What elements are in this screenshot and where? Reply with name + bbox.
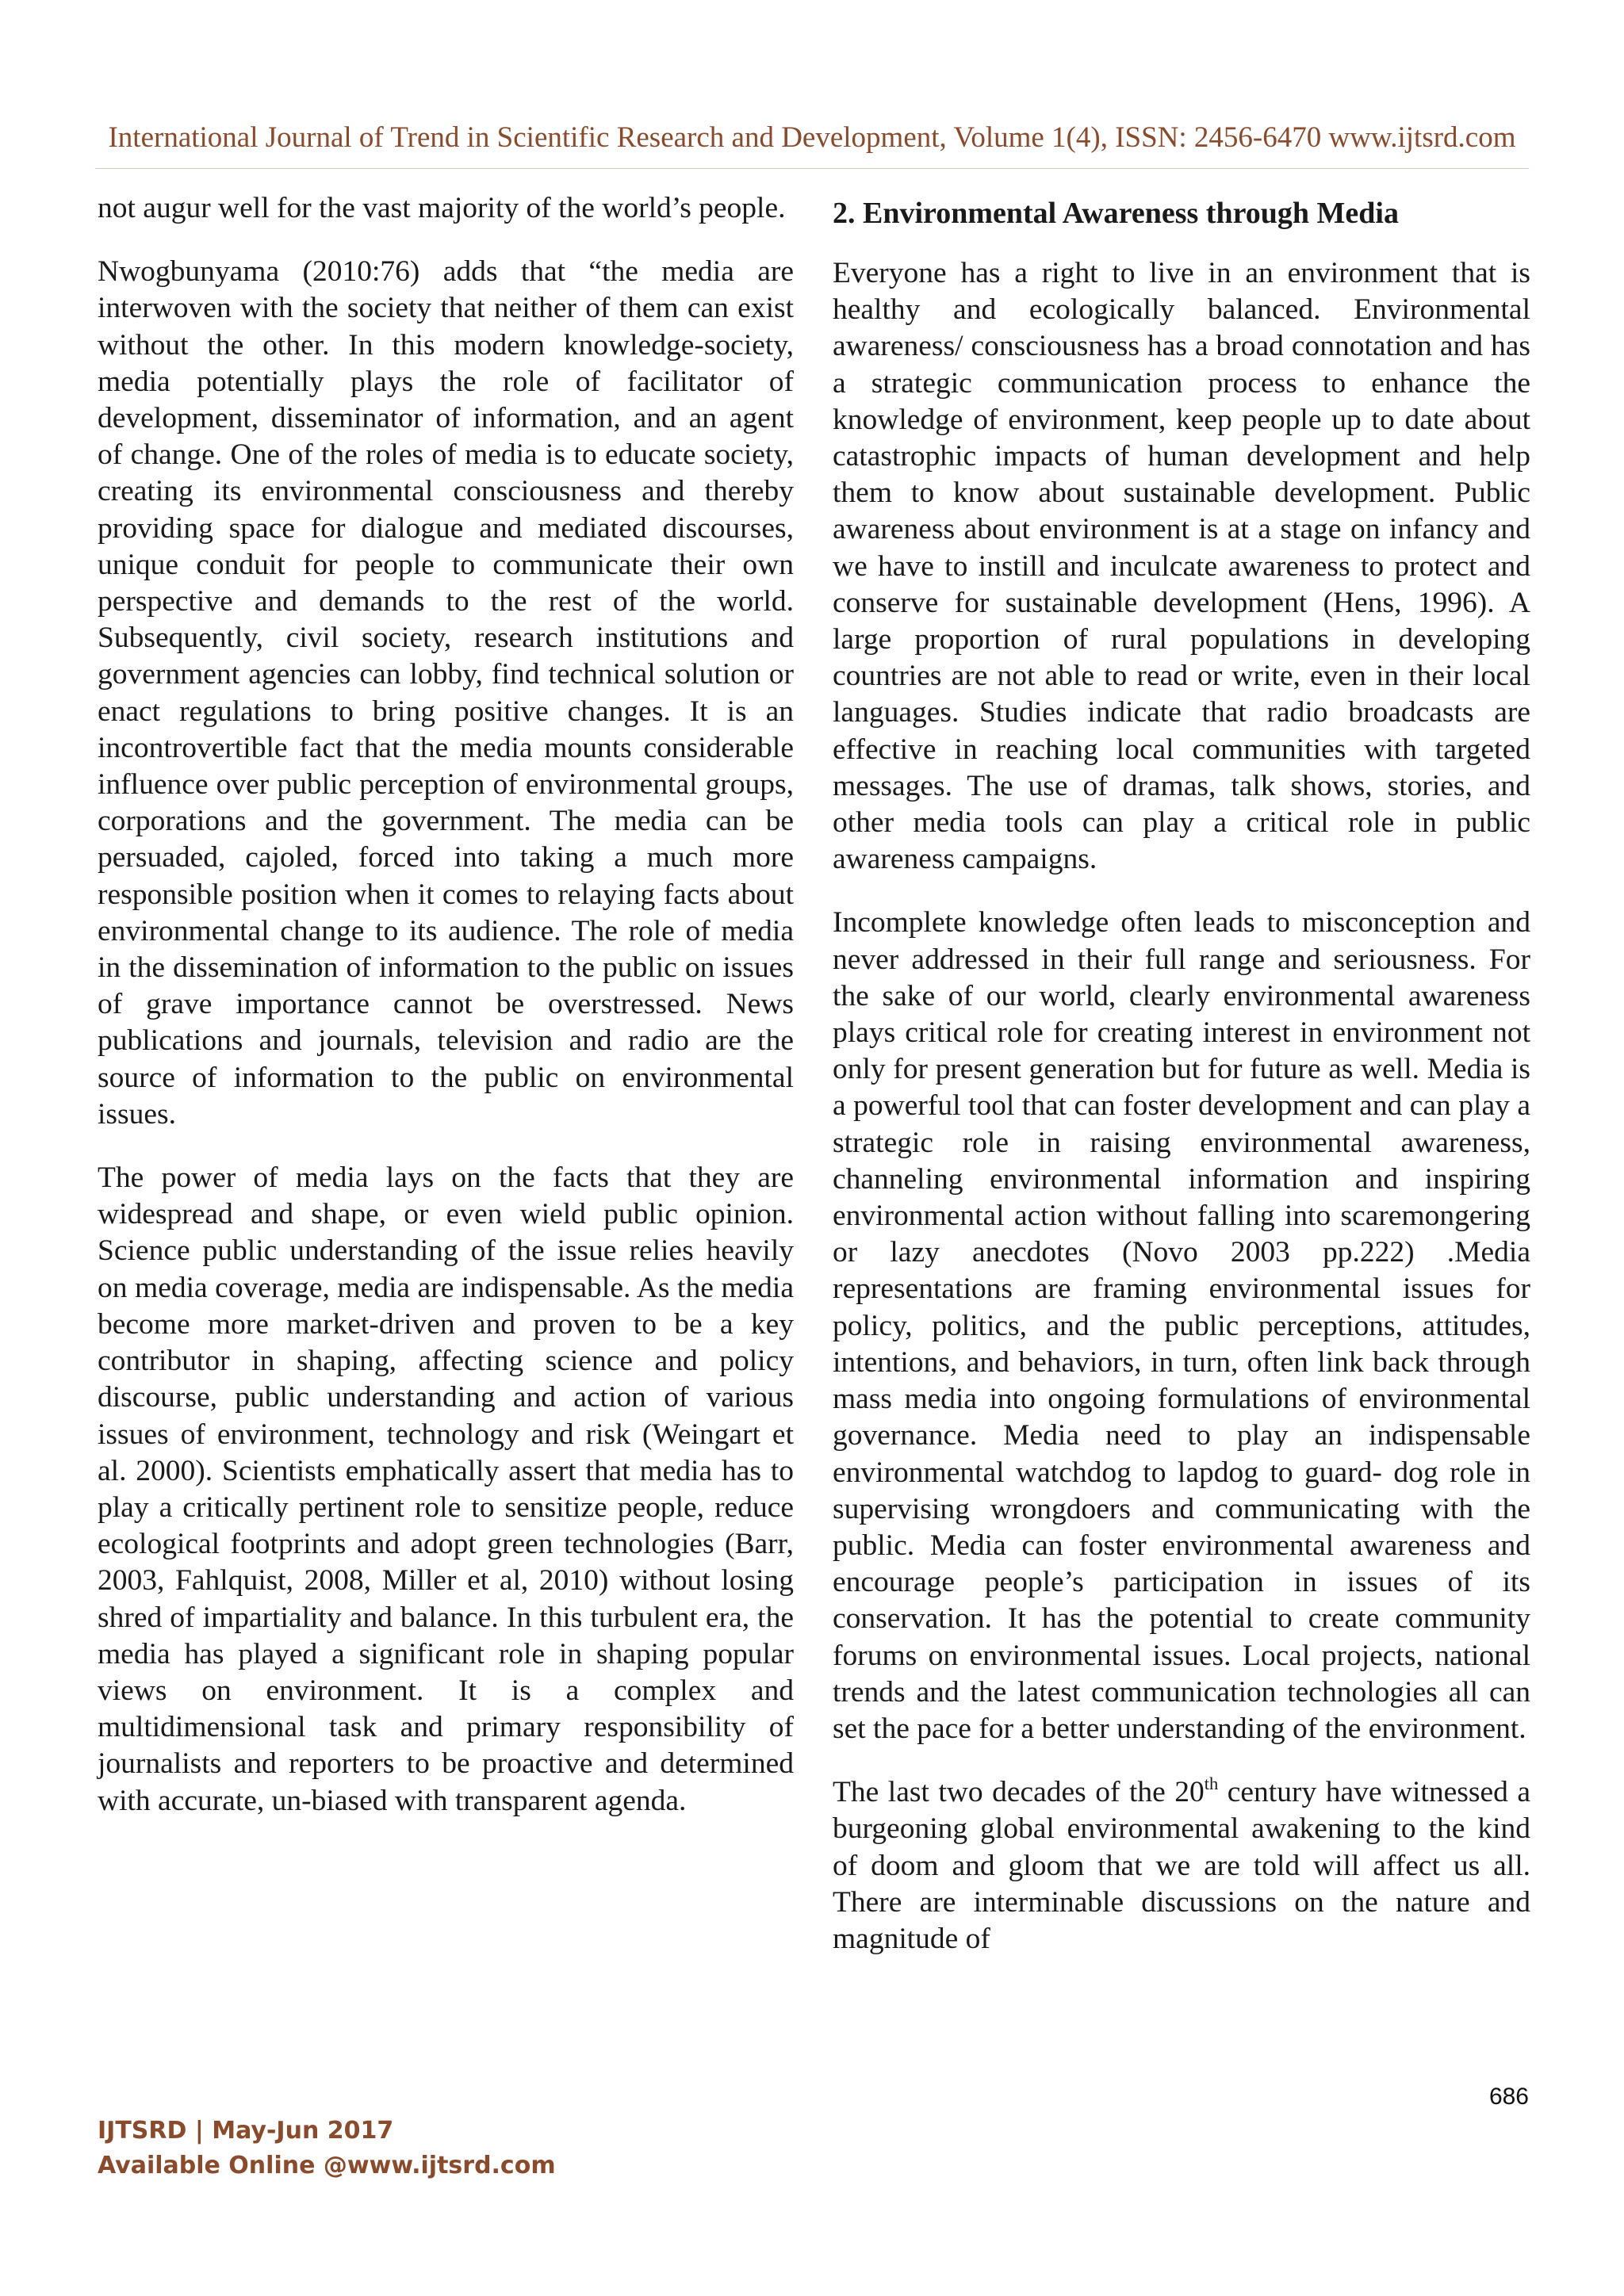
page-number: 686 xyxy=(1488,2084,1529,2110)
header-divider xyxy=(95,168,1529,169)
ordinal-superscript: th xyxy=(1204,1773,1219,1793)
left-column xyxy=(98,190,794,1846)
right-paragraph-2: Incomplete knowledge often leads to misconception and never addressed in their full range and seriousness. For the sake of our world, clearly environmental awareness plays critical role for creating interest in environment not only for present generation but for future as well. Media is a powerful tool that can foster development and can play a strategic role in raising environmental awareness, channeling environmental information and inspiring environmental action without falling into scaremongering or lazy anecdotes (Novo 2003 pp.222) .Media representations are framing environmental issues for policy, politics, and the public perceptions, attitudes, intentions, and behaviors, in turn, often link back through mass media into ongoing formulations of environmental governance. Media need to play an indispensable environmental watchdog to lapdog to guard- dog role in supervising wrongdoers and communicating with the public. Media can foster environmental awareness and encourage people’s participation in issues of its conservation. It has the potential to create community forums on environmental issues. Local projects, national trends and the latest communication technologies all can set the pace for a better understanding of the environment. xyxy=(833,906,1530,1745)
right-paragraph-1: Everyone has a right to live in an environment that is healthy and ecologically balanced. Environmental awareness/ consciousness has a broad connotation and has a strategic communication process to enhance the knowledge of environment, keep people up to date about catastrophic impacts of human development and help them to know about sustainable development. Public awareness about environment is at a stage on infancy and we have to instill and inculcate awareness to protect and conserve for sustainable development (Hens, 1996). A large proportion of rural populations in developing countries are not able to read or write, even in their local languages. Studies indicate that radio broadcasts are effective in reaching local communities with targeted messages. The use of dramas, talk shows, stories, and other media tools can play a critical role in public awareness campaigns. xyxy=(833,257,1530,876)
century-text: The last two decades of the 20 xyxy=(833,1776,1205,1809)
footer-website-line: Available Online @www.ijtsrd.com xyxy=(98,2152,556,2179)
right-column xyxy=(833,190,1530,1957)
left-paragraph-3: The power of media lays on the facts that they are widespread and shape, or even wield public opinion. Science public understanding of the issue relies heavily on media coverage, media are indispensable. As the media become more market-driven and proven to be a key contributor in shaping, affecting science and policy discourse, public understanding and action of various issues of environment, technology and risk (Weingart et al. 2000). Scientists emphatically assert that media has to play a critically pertinent role to sensitize people, reduce ecological footprints and adopt green technologies (Barr, 2003, Fahlquist, 2008, Miller et al, 2010) without losing shred of impartiality and balance. In this turbulent era, the media has played a significant role in shaping popular views on environment. It is a complex and multidimensional task and primary responsibility of journalists and reporters to be proactive and determined with accurate, un-biased with transparent agenda. xyxy=(98,1161,794,1817)
footer-issue-line: IJTSRD | May-Jun 2017 xyxy=(98,2117,394,2145)
left-paragraph-2: Nwogbunyama (2010:76) adds that “the media are interwoven with the society that neither of them can exist without the other. In this modern knowledge-society, media potentially plays the role of facilitator of development, disseminator of information, and an agent of change. One of the roles of media is to educate society, creating its environmental consciousness and thereby providing space for dialogue and mediated discourses, unique conduit for people to communicate their own perspective and demands to the rest of the world. Subsequently, civil society, research institutions and government agencies can lobby, find technical solution or enact regulations to bring positive changes. It is an incontrovertible fact that the media mounts considerable influence over public perception of environmental groups, corporations and the government. The media can be persuaded, cajoled, forced into taking a much more responsible position when it comes to relaying facts about environmental change to its audience. The role of media in the dissemination of information to the public on issues of grave importance cannot be overstressed. News publications and journals, television and radio are the source of information to the public on environmental issues. xyxy=(98,255,794,1131)
journal-footer xyxy=(98,2114,556,2183)
journal-running-header: International Journal of Trend in Scientific Research and Development, Volume 1(4), ISSN: 2456-6470 www.ijtsrd.com xyxy=(108,121,1516,154)
right-paragraph-3 xyxy=(833,1774,1530,1957)
paragraph-continuation: century have witnessed a burgeoning global environmental awakening to the kind of doom and gloom that we are told will affect us all. There are interminable discussions on the nature and magnitude of xyxy=(833,1776,1530,1955)
section-heading: 2. Environmental Awareness through Media xyxy=(833,197,1399,230)
left-paragraph-1: not augur well for the vast majority of the world’s people. xyxy=(98,192,786,224)
